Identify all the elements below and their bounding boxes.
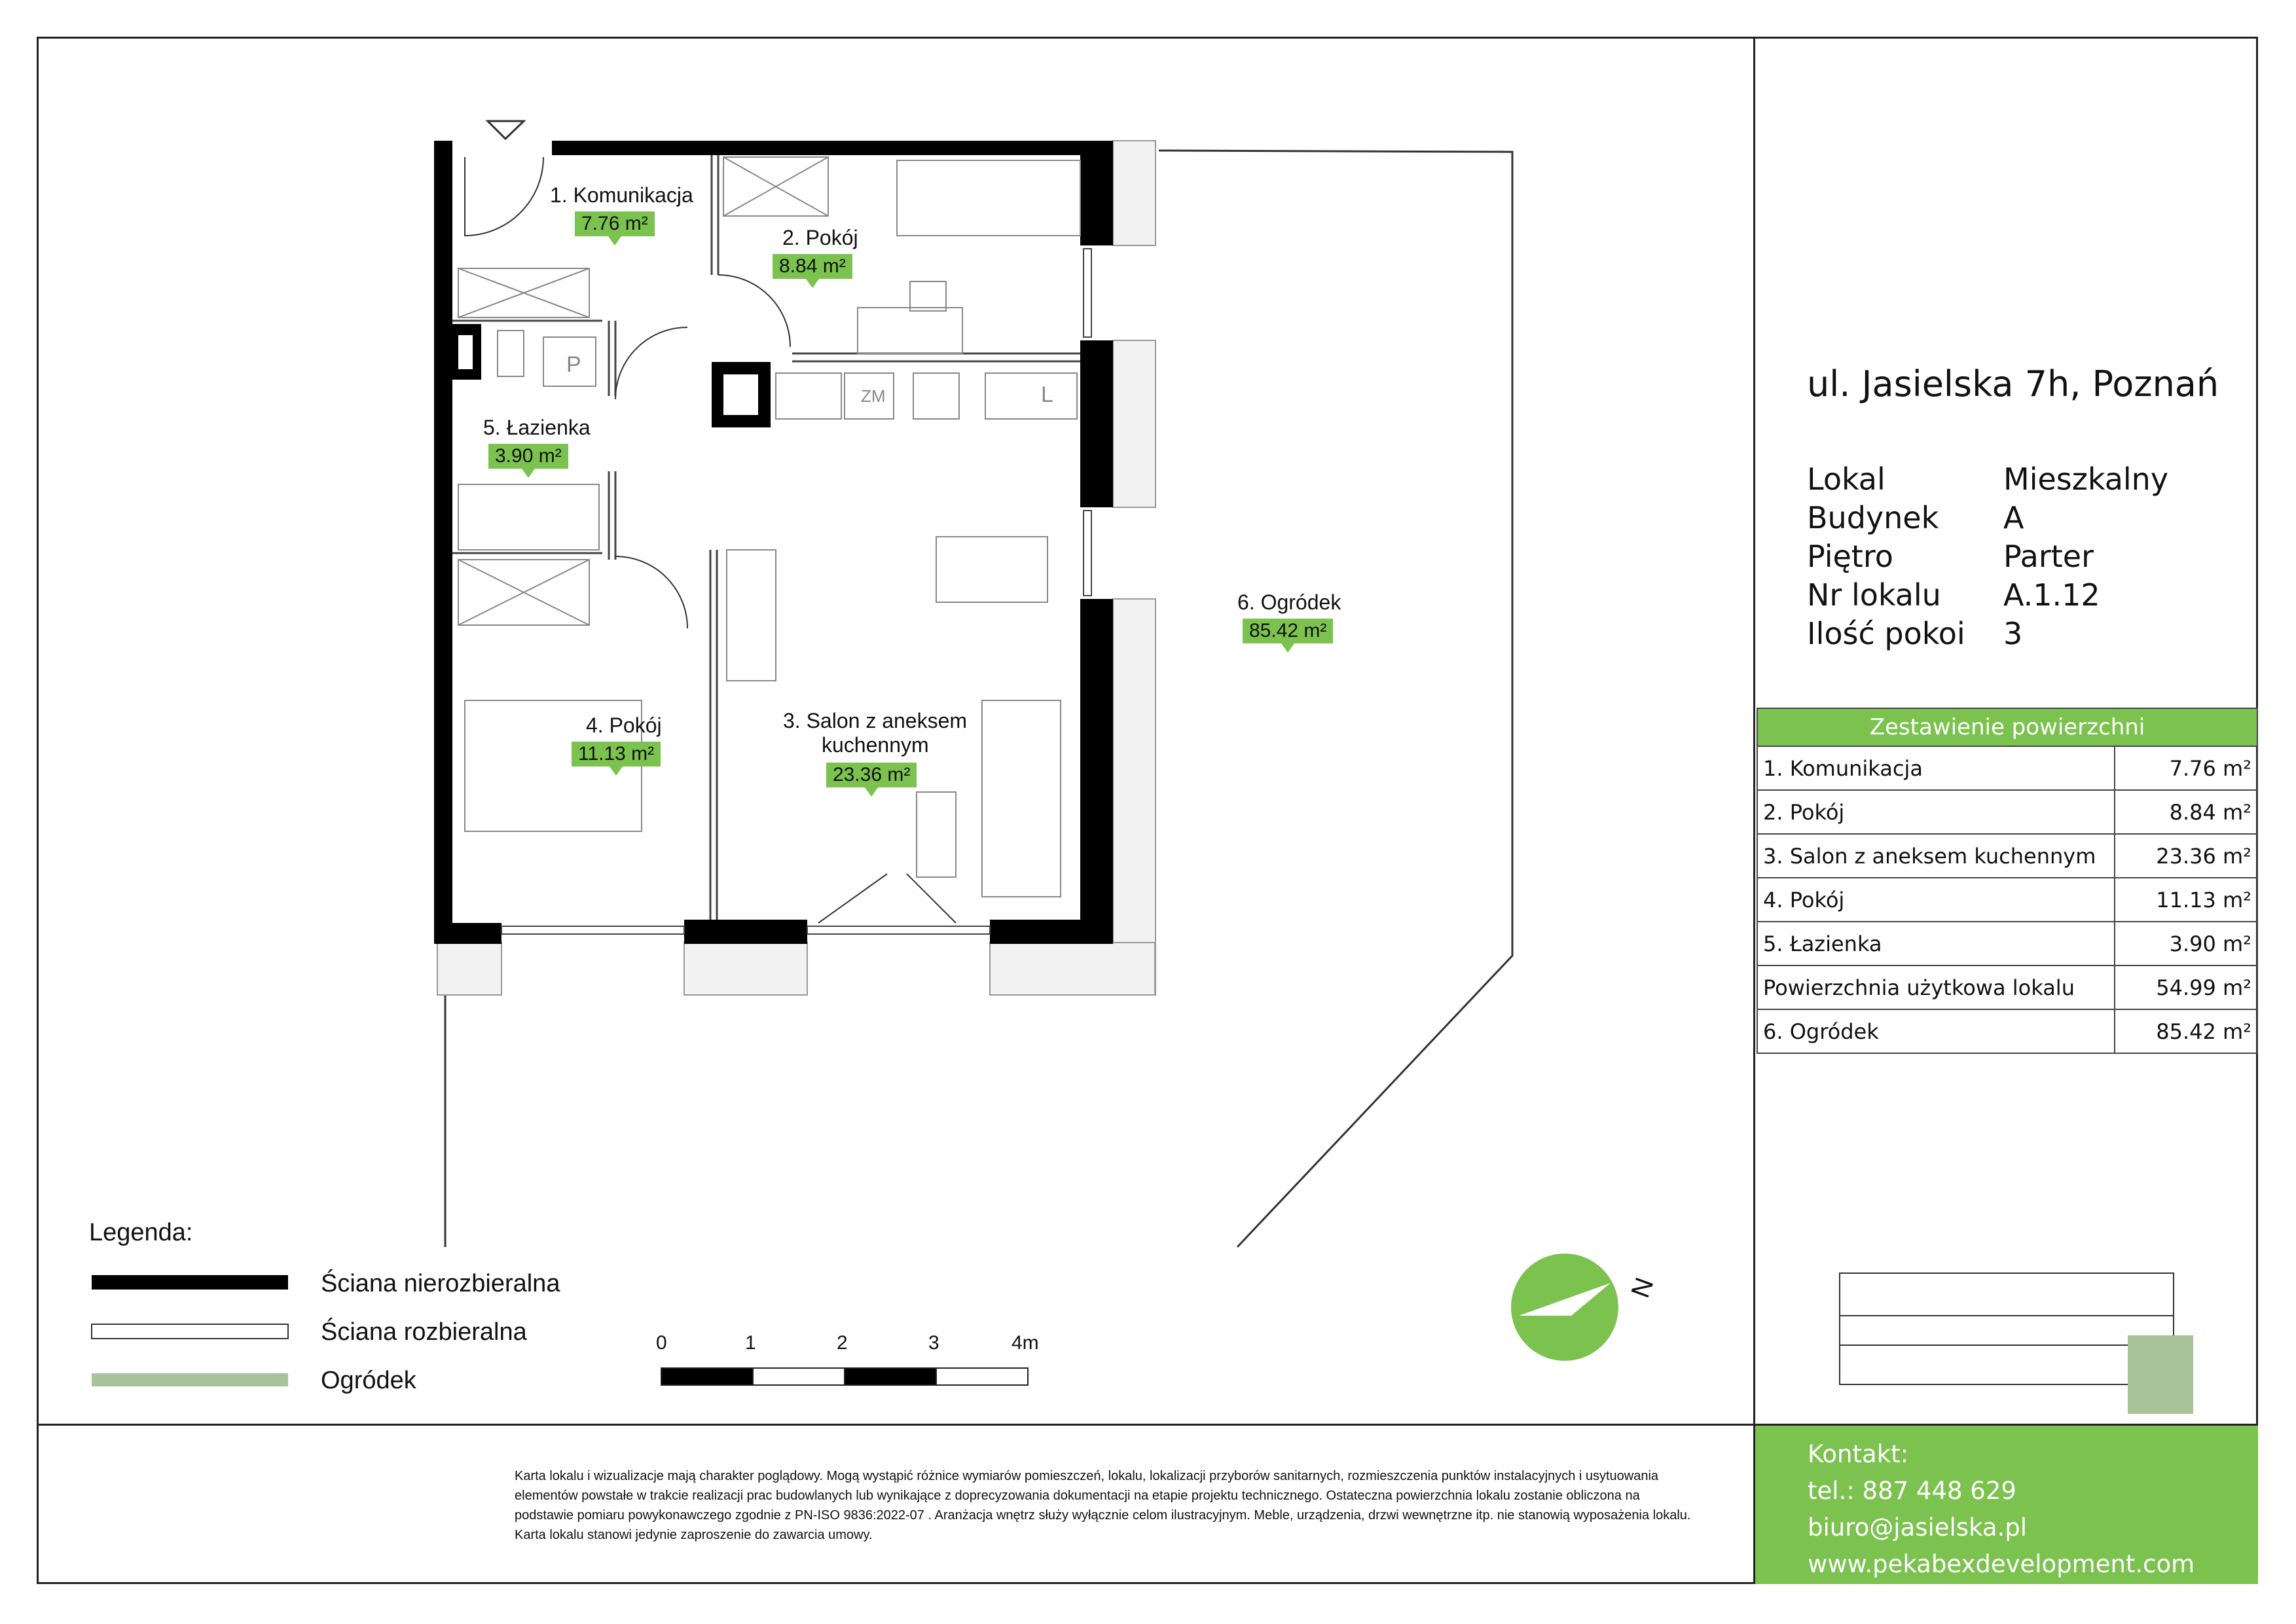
legend-item-partition: Ściana rozbieralna [321,1318,527,1346]
area-tag-lazienka: 3.90 m² [488,444,568,469]
info-label-nr-lokalu: Nr lokalu [1807,577,1941,613]
disclaimer-text: Karta lokalu i wizualizacje mają charakter poglądowy. Mogą wystąpić różnice wymiarów pomieszczeń, lokalu, lokalizacji przyborów sanitarnych, rozmieszczenia punktów instalacyjnych i usytuowania elementów powstałe w trakcie realizacji prac budowlanych lub wynikające z doprecyzowania dokumentacji na etapie projektu technicznego. Ostateczna powierzchnia lokalu zostanie obliczona na podstawie pomiaru powykonawczego zgodnie z PN-ISO 9836:2022-07 . Aranżacja wnętrz służy wyłącznie celom ilustracyjnym. Meble, urządzenia, drzwi wewnętrzne itp. nie stanowią wyposażenia lokalu. Karta lokalu stanowi jedynie zaproszenie do zawarcia umowy. [515,1469,1691,1542]
contact-email[interactable]: biuro@jasielska.pl [1808,1513,2028,1542]
row-area: 54.99 m² [2115,965,2257,1009]
contact-panel [1755,1426,2258,1584]
table-row [1757,746,2257,790]
compass-label: N [1626,1274,1660,1302]
table-row [1757,878,2257,922]
row-area: 11.13 m² [2115,878,2257,922]
garden-outline [1159,151,1512,1247]
info-value-ilosc-pokoi: 3 [2003,616,2023,651]
room-label-komunikacja: 1. Komunikacja [550,183,693,207]
scale-tick-1: 1 [745,1332,756,1354]
furniture [458,157,1080,897]
row-area: 8.84 m² [2115,790,2257,834]
summary-title: Zestawienie powierzchni [1757,708,2257,746]
fixture-label-l: L [1041,382,1053,407]
area-tag-pokoj-4: 11.13 m² [572,742,661,767]
legend-swatch-partition [92,1324,288,1339]
scale-tick-2: 2 [837,1332,848,1354]
row-name: 4. Pokój [1757,878,2115,922]
row-name: 3. Salon z aneksem kuchennym [1757,834,2115,878]
entrance-marker [488,121,524,139]
legend-swatch-bearing [92,1275,288,1290]
table-row [1757,965,2257,1009]
fixture-label-p: P [566,352,581,377]
area-tag-pokoj-2: 8.84 m² [773,254,852,279]
room-label-salon-line1: 3. Salon z aneksem [783,709,968,732]
row-name: 1. Komunikacja [1757,746,2115,790]
contact-phone[interactable]: tel.: 887 448 629 [1808,1477,2016,1505]
shaft [723,374,758,415]
fixture-label-zm: ZM [861,386,886,406]
info-value-budynek: A [2003,500,2024,535]
scale-bar [661,1368,1028,1385]
row-area: 85.42 m² [2115,1009,2257,1053]
site-keyplan-icon [1840,1273,2193,1414]
legend-title: Legenda: [89,1219,193,1246]
contact-title: Kontakt: [1808,1440,1909,1468]
row-area: 7.76 m² [2115,746,2257,790]
scale-tick-4m: 4m [1011,1332,1039,1354]
table-row [1757,790,2257,834]
scale-tick-3: 3 [928,1332,939,1354]
area-summary-table [1757,708,2258,1054]
room-label-ogrodek: 6. Ogródek [1237,590,1341,614]
row-name: 2. Pokój [1757,790,2115,834]
info-label-budynek: Budynek [1807,500,1939,535]
area-tag-komunikacja: 7.76 m² [575,211,655,236]
info-label-lokal: Lokal [1807,461,1886,497]
table-row [1757,834,2257,878]
room-label-pokoj-4: 4. Pokój [586,713,662,737]
shaft-small [458,335,473,369]
room-label-lazienka: 5. Łazienka [483,416,591,439]
table-row [1757,922,2257,965]
room-label-pokoj-2: 2. Pokój [782,226,858,249]
address: ul. Jasielska 7h, Poznań [1807,363,2219,405]
info-value-pietro: Parter [2003,539,2094,574]
table-row [1757,1009,2257,1053]
legend-item-bearing: Ściana nierozbieralna [321,1270,560,1297]
row-name: 6. Ogródek [1757,1009,2115,1053]
row-area: 3.90 m² [2115,922,2257,965]
legend-swatch-garden [92,1373,288,1386]
info-label-ilosc-pokoi: Ilość pokoi [1807,616,1965,651]
info-value-nr-lokalu: A.1.12 [2003,577,2100,613]
area-tag-ogrodek: 85.42 m² [1243,619,1333,643]
contact-website[interactable]: www.pekabexdevelopment.com [1808,1550,2195,1578]
row-area: 23.36 m² [2115,834,2257,878]
compass-icon [1511,1254,1618,1361]
legend-item-garden: Ogródek [321,1367,416,1394]
row-name: 5. Łazienka [1757,922,2115,965]
info-label-pietro: Piętro [1807,539,1893,574]
scale-tick-0: 0 [656,1332,667,1354]
row-name: Powierzchnia użytkowa lokalu [1757,965,2115,1009]
room-label-salon-line2: kuchennym [822,733,929,757]
info-value-lokal: Mieszkalny [2003,461,2169,497]
area-tag-salon: 23.36 m² [826,763,917,787]
